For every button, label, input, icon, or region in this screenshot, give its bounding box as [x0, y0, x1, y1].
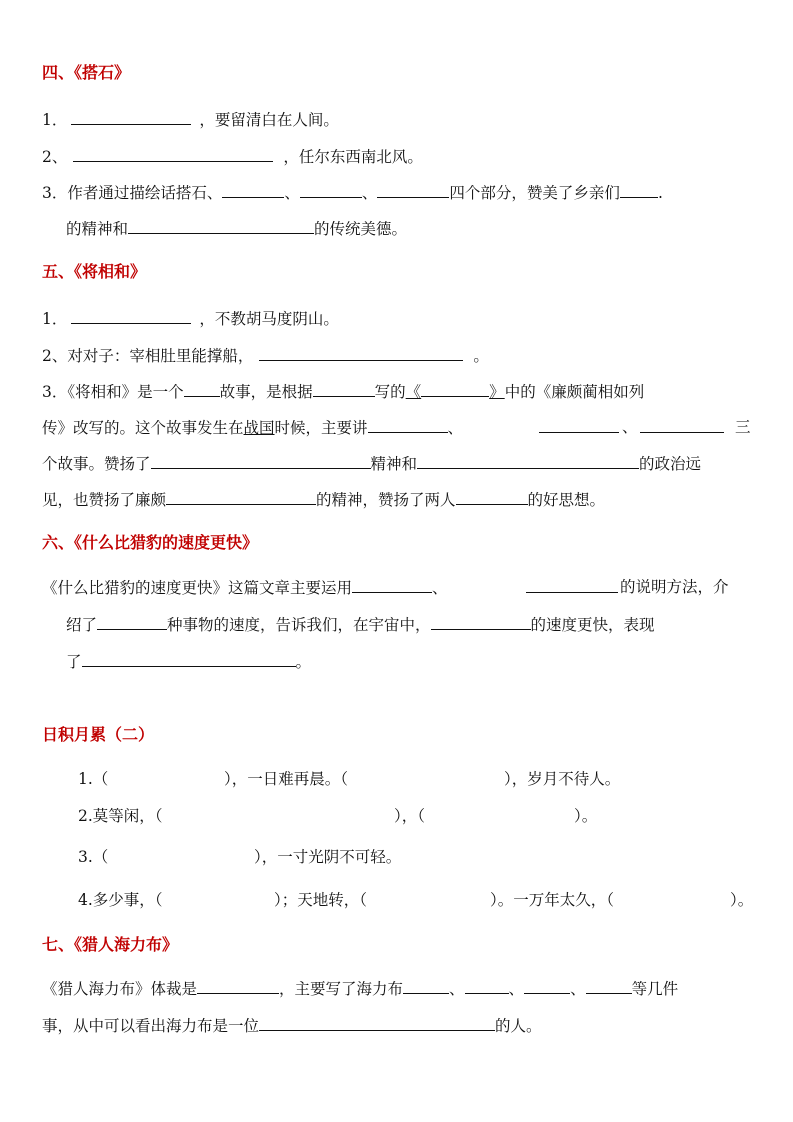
answer-blank[interactable] [197, 977, 279, 994]
answer-blank[interactable] [620, 181, 658, 198]
answer-blank[interactable] [82, 650, 296, 667]
section-4-title: 四、《搭石》 [42, 63, 131, 82]
s7-question: 《猎人海力布》体裁是 ，主要写了海力布 、 、 、 等几件 事，从中可以看出海力布是一位 的人。 [42, 977, 757, 1037]
question-number: 2、 [42, 148, 68, 166]
answer-blank[interactable] [417, 452, 639, 469]
answer-blank[interactable] [456, 488, 528, 505]
section-7-title: 七、《猎人海力布》 [42, 935, 179, 954]
answer-blank[interactable] [151, 452, 371, 469]
s4-question-1: 1． ，要留清白在人间。 [42, 108, 339, 131]
answer-blank[interactable] [526, 576, 618, 593]
s4-question-3: 3．作者通过描绘话搭石、 、 、 四个部分，赞美了乡亲们 . 的精神和 的传统美德。 [42, 181, 757, 241]
answer-blank[interactable] [524, 977, 570, 994]
answer-blank[interactable] [352, 576, 432, 593]
answer-blank[interactable] [71, 108, 191, 125]
answer-blank[interactable] [128, 217, 314, 234]
section-5-title: 五、《将相和》 [42, 262, 147, 281]
answer-blank[interactable] [300, 181, 362, 198]
answer-blank[interactable] [640, 416, 724, 433]
answer-blank[interactable] [73, 145, 273, 162]
answer-blank[interactable] [97, 613, 167, 630]
s5-question-2: 2、对对子：宰相肚里能撑船， 。 [42, 344, 489, 367]
question-number: 1． [42, 111, 68, 129]
s5-question-1: 1． ，不教胡马度阴山。 [42, 307, 339, 330]
rijiyuelei-item-4: 4.多少事，（ ）；天地转，（ ）。一万年太久，（ ）。 [78, 891, 754, 909]
s5-question-3: 3．《将相和》是一个 故事，是根据 写的《 》中的《廉颇蔺相如列 传》改写的。这个故事发生在战国时候，主要讲 、 、 三 个故事。赞扬了 精神和 的政治远 见，也赞扬了廉颇 的精神，赞扬了两人 的好思想。 [42, 380, 757, 520]
s4-question-2: 2、 ，任尔东西南北风。 [42, 145, 423, 168]
rijiyuelei-item-3: 3.（ ），一寸光阴不可轻。 [78, 848, 402, 866]
answer-blank[interactable] [184, 380, 220, 397]
rijiyuelei-item-1: 1.（ ），一日难再晨。（ ），岁月不待人。 [78, 770, 621, 788]
answer-blank[interactable] [403, 977, 449, 994]
answer-blank[interactable] [377, 181, 449, 198]
answer-blank[interactable] [71, 307, 191, 324]
answer-blank[interactable] [368, 416, 448, 433]
rijiyuelei-title: 日积月累（二） [42, 725, 155, 744]
answer-blank[interactable] [421, 380, 489, 397]
answer-blank[interactable] [259, 1014, 495, 1031]
rijiyuelei-item-2: 2.莫等闲，（ ），（ ）。 [78, 807, 598, 825]
answer-blank[interactable] [259, 344, 463, 361]
answer-blank[interactable] [166, 488, 316, 505]
answer-blank[interactable] [431, 613, 531, 630]
answer-blank[interactable] [222, 181, 284, 198]
answer-blank[interactable] [313, 380, 375, 397]
answer-blank[interactable] [465, 977, 509, 994]
answer-blank[interactable] [539, 416, 619, 433]
answer-blank[interactable] [586, 977, 632, 994]
section-6-title: 六、《什么比猎豹的速度更快》 [42, 533, 259, 552]
s6-question: 《什么比猎豹的速度更快》这篇文章主要运用 、 的说明方法，介 绍了 种事物的速度，告诉我们，在宇宙中， 的速度更快，表现 了 。 [42, 578, 729, 671]
